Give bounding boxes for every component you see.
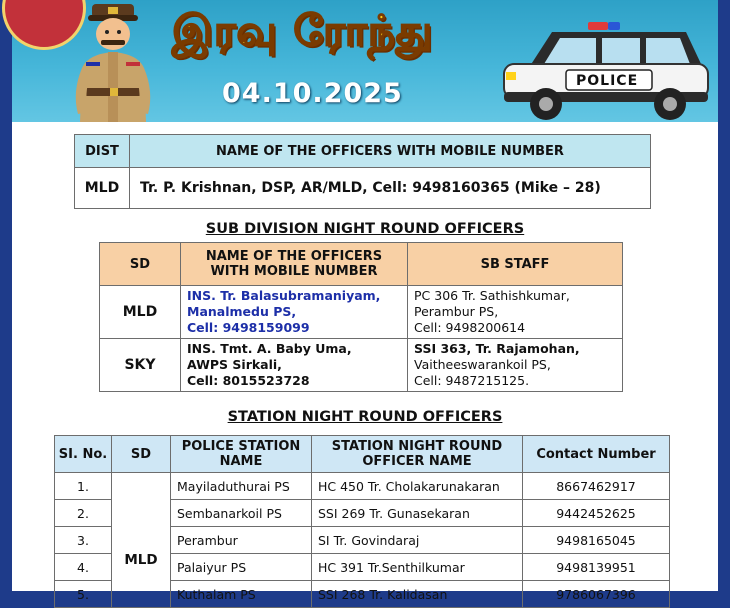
table-row xyxy=(55,473,670,500)
contact-cell: 8667462917 xyxy=(523,473,670,500)
sb-staff-cell xyxy=(408,286,623,339)
staff-line: PC 306 Tr. Sathishkumar, xyxy=(414,288,570,303)
station-heading: STATION NIGHT ROUND OFFICERS xyxy=(227,409,503,425)
station-name-cell: Mayiladuthurai PS xyxy=(171,473,312,500)
sub-division-heading: SUB DIVISION NIGHT ROUND OFFICERS xyxy=(205,221,525,237)
station-name-cell: Perambur xyxy=(171,527,312,554)
sl-no-cell: 2. xyxy=(55,500,112,527)
sd-cell: SKY xyxy=(100,339,181,392)
header-banner xyxy=(12,0,718,122)
header-sb-staff: SB STAFF xyxy=(408,243,623,286)
staff-line: Perambur PS, xyxy=(414,304,499,319)
sd-cell: MLD xyxy=(100,286,181,339)
officer-line: Cell: 9498159099 xyxy=(187,320,310,335)
header-dist: DIST xyxy=(75,135,130,168)
header-police-station: POLICE STATION NAME xyxy=(171,436,312,473)
sl-no-cell: 1. xyxy=(55,473,112,500)
officer-name-cell: SSI 268 Tr. Kalidasan xyxy=(312,581,523,608)
contact-cell: 9442452625 xyxy=(523,500,670,527)
district-officer-table xyxy=(74,134,651,209)
officer-name-cell: HC 450 Tr. Cholakarunakaran xyxy=(312,473,523,500)
sd-officer-cell xyxy=(181,286,408,339)
station-officer-table xyxy=(54,435,670,608)
contact-cell: 9498139951 xyxy=(523,554,670,581)
contact-cell: 9498165045 xyxy=(523,527,670,554)
sl-no-cell: 5. xyxy=(55,581,112,608)
police-car-icon xyxy=(490,18,710,122)
report-date: 04.10.2025 xyxy=(222,78,403,109)
officer-name-cell: HC 391 Tr.Senthilkumar xyxy=(312,554,523,581)
table-row xyxy=(75,168,651,209)
sub-division-table xyxy=(99,242,623,392)
staff-line: Cell: 9498200614 xyxy=(414,320,526,335)
officer-name-cell: SSI 269 Tr. Gunasekaran xyxy=(312,500,523,527)
officer-line: Manalmedu PS, xyxy=(187,304,297,319)
header-sd: SD xyxy=(100,243,181,286)
dist-cell: MLD xyxy=(75,168,130,209)
table-row xyxy=(100,339,623,392)
header-officer-name: NAME OF THE OFFICERS WITH MOBILE NUMBER xyxy=(181,243,408,286)
officer-line: INS. Tr. Balasubramaniyam, xyxy=(187,288,381,303)
header-night-round-officer: STATION NIGHT ROUND OFFICER NAME xyxy=(312,436,523,473)
staff-line: Vaitheeswarankoil PS, xyxy=(414,357,551,372)
officer-name-cell: SI Tr. Govindaraj xyxy=(312,527,523,554)
station-name-cell: Palaiyur PS xyxy=(171,554,312,581)
sl-no-cell: 3. xyxy=(55,527,112,554)
station-name-cell: Kuthalam PS xyxy=(171,581,312,608)
header-sd: SD xyxy=(112,436,171,473)
header-officer-name: NAME OF THE OFFICERS WITH MOBILE NUMBER xyxy=(130,135,651,168)
staff-line: SSI 363, Tr. Rajamohan, xyxy=(414,341,580,356)
officer-line: AWPS Sirkali, xyxy=(187,357,282,372)
header-sl-no: SI. No. xyxy=(55,436,112,473)
officer-line: Cell: 8015523728 xyxy=(187,373,310,388)
officer-line: INS. Tmt. A. Baby Uma, xyxy=(187,341,352,356)
sd-group-cell: MLD xyxy=(112,473,171,608)
sd-officer-cell xyxy=(181,339,408,392)
header-contact-number: Contact Number xyxy=(523,436,670,473)
contact-cell: 9786067396 xyxy=(523,581,670,608)
table-row xyxy=(100,286,623,339)
sl-no-cell: 4. xyxy=(55,554,112,581)
car-police-label: POLICE xyxy=(576,73,639,89)
document-frame xyxy=(12,0,718,602)
sb-staff-cell xyxy=(408,339,623,392)
police-officer-icon xyxy=(68,2,158,122)
station-name-cell: Sembanarkoil PS xyxy=(171,500,312,527)
dist-officer-cell: Tr. P. Krishnan, DSP, AR/MLD, Cell: 9498160365 (Mike – 28) xyxy=(130,168,651,209)
page-title: இரவு ரோந்து xyxy=(172,6,434,55)
staff-line: Cell: 9487215125. xyxy=(414,373,530,388)
